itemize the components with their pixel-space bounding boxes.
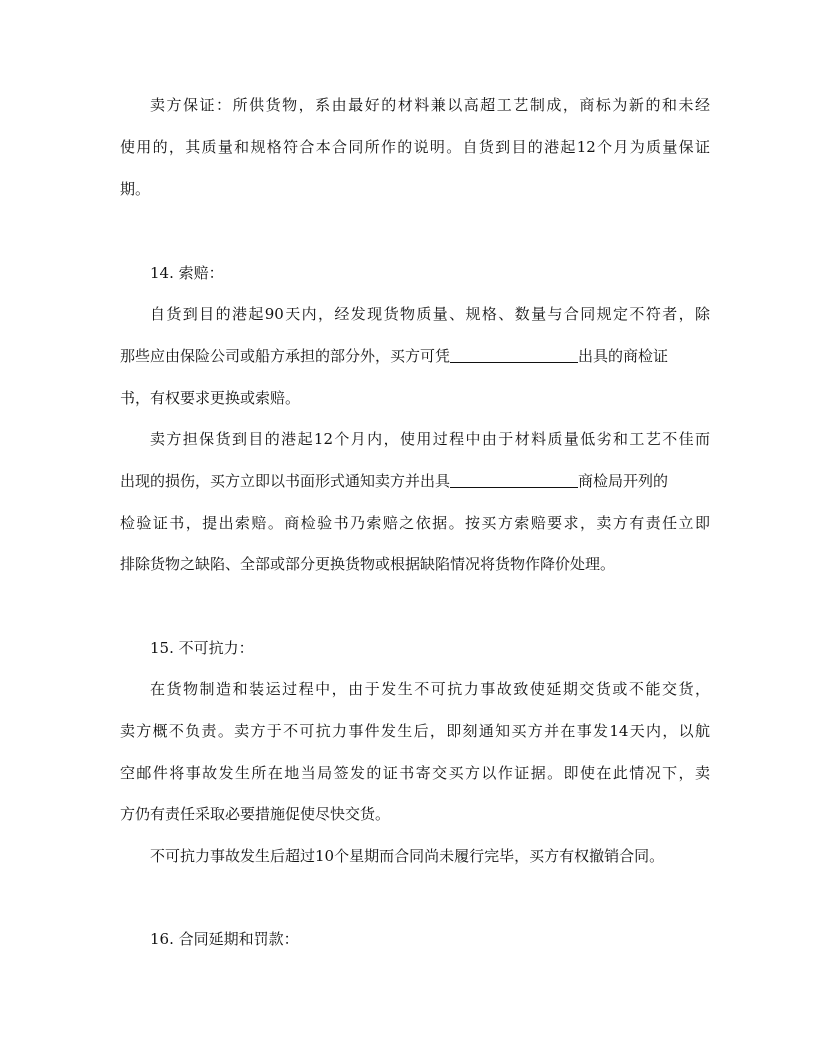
claims-p1-line-2 (120, 346, 710, 366)
section-16-heading: 16. 合同延期和罚款： (150, 930, 299, 948)
warranty-line-1: 卖方保证：所供货物，系由最好的材料兼以高超工艺制成，商标为新的和未经 (150, 96, 710, 114)
force-majeure-p2-line-1: 不可抗力事故发生后超过10个星期而合同尚未履行完毕，买方有权撤销合同。 (150, 847, 665, 865)
claims-p2-line-2 (120, 471, 710, 491)
claims-p1-line-1: 自货到目的港起90天内，经发现货物质量、规格、数量与合同规定不符者，除 (150, 305, 710, 323)
force-majeure-p1-line-3: 空邮件将事故发生所在地当局签发的证书寄交买方以作证据。即使在此情况下，卖 (120, 764, 710, 782)
section-15-heading: 15. 不可抗力： (150, 639, 254, 657)
force-majeure-p1-line-1: 在货物制造和装运过程中，由于发生不可抗力事故致使延期交货或不能交货， (150, 680, 710, 698)
warranty-line-3: 期。 (120, 180, 151, 198)
claims-p2-line-1: 卖方担保货到目的港起12个月内，使用过程中由于材料质量低劣和工艺不佳而 (150, 430, 710, 448)
claims-p2-line-3: 检验证书，提出索赔。商检验书乃索赔之依据。按买方索赔要求，卖方有责任立即 (120, 514, 710, 532)
claims-p1-line-2-b: 出具的商检证 (578, 347, 669, 365)
claims-p1-line-3: 书，有权要求更换或索赔。 (120, 389, 301, 407)
claims-p2-line-2-b: 商检局开列的 (578, 472, 669, 490)
blank-field-inspection-bureau[interactable] (450, 472, 578, 488)
claims-p2-line-2-a: 出现的损伤，买方立即以书面形式通知卖方并出具 (120, 472, 451, 490)
claims-p1-line-2-a: 那些应由保险公司或船方承担的部分外，买方可凭 (120, 347, 451, 365)
blank-field-inspection-body[interactable] (450, 347, 578, 363)
force-majeure-p1-line-4: 方仍有责任采取必要措施促使尽快交货。 (120, 805, 391, 823)
section-14-heading: 14. 索赔： (150, 264, 224, 282)
warranty-line-2: 使用的，其质量和规格符合本合同所作的说明。自货到目的港起12个月为质量保证 (120, 138, 710, 156)
force-majeure-p1-line-2: 卖方概不负责。卖方于不可抗力事件发生后，即刻通知买方并在事发14天内，以航 (120, 722, 710, 740)
claims-p2-line-4: 排除货物之缺陷、全部或部分更换货物或根据缺陷情况将货物作降价处理。 (120, 555, 616, 573)
